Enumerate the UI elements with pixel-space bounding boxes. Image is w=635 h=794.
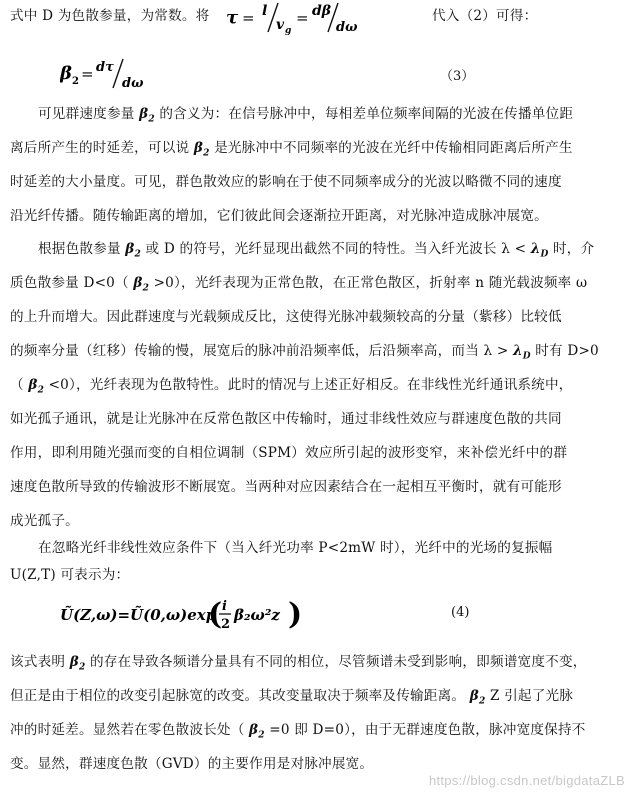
text-line: 时延差的大小量度。可见，群色散效应的影响在于使不同频率成分的光波以略微不同的速度 <box>10 174 562 190</box>
text-segment: 是光脉冲中不同频率的光波在光纤中传输相同距离后所产生 <box>214 140 573 156</box>
beta-symbol: β <box>60 63 72 84</box>
beta-char: β <box>133 275 143 291</box>
text-segment: 式中 D 为色散参量，为常数。将 <box>10 8 210 24</box>
numerator-l: l <box>262 3 268 19</box>
subscript: 2 <box>142 283 150 294</box>
fraction-denominator: 2 <box>221 617 231 632</box>
subscript: 2 <box>203 148 210 159</box>
text-line <box>10 6 209 26</box>
text-line: 的上升而增大。因此群速度与光载频成反比，这使得光脉冲载频较高的分量（紫移）比较低 <box>10 309 562 325</box>
equation-tail: β₂ω²z <box>234 606 280 624</box>
beta-char: β <box>249 722 259 738</box>
equation-lhs: Ũ(Z,ω)=Ũ(0,ω)exp <box>60 606 217 624</box>
denominator-domega: dω <box>122 76 144 91</box>
text-segment: =0 即 D=0），由于无群速度色散，脉冲宽度保持不 <box>269 722 586 738</box>
equation-4 <box>60 592 310 636</box>
text-line: 成光孤子。 <box>10 513 79 529</box>
text-line: 变。显然，群速度色散（GVD）的主要作用是对脉冲展宽。 <box>10 756 374 772</box>
text-line <box>10 341 599 367</box>
text-segment: <0），光纤表现为色散特性。此时的情况与上述正好相反。在非线性光纤通讯系统中， <box>48 377 573 393</box>
text-segment: 时，介 <box>552 241 595 257</box>
text-segment: （ <box>10 377 24 393</box>
equals-sign: = <box>81 65 94 83</box>
text-segment: 离后所产生的时延差，可以说 <box>10 140 190 156</box>
numerator-dbeta: dβ <box>312 3 332 19</box>
text-line: 如光孤子通讯，就是让光脉冲在反常色散区中传输时，通过非线性效应与群速度色散的共同 <box>10 411 562 427</box>
subscript-2: 2 <box>72 76 79 87</box>
lambdaD-symbol <box>512 343 531 362</box>
lambda-char: λ <box>512 343 523 359</box>
subscript: 2 <box>37 385 45 396</box>
beta2-symbol <box>139 106 155 125</box>
subscript: 2 <box>148 114 155 125</box>
beta2-symbol <box>125 241 141 260</box>
denominator-v: v <box>276 17 285 33</box>
text-line <box>10 652 587 678</box>
subscript: D <box>540 249 549 260</box>
equation-number: （3） <box>440 69 475 84</box>
lambda-char: λ <box>530 241 541 257</box>
text-line: 作用，即利用随光强而变的自相位调制（SPM）效应所引起的波形变窄，来补偿光纤中的群 <box>10 445 568 461</box>
beta2-symbol <box>469 688 486 707</box>
text-line <box>38 239 594 265</box>
text-line <box>432 6 537 26</box>
beta-char: β <box>125 241 135 257</box>
beta2-symbol <box>133 275 150 294</box>
text-segment: 可见群速度参量 <box>38 106 135 122</box>
text-line <box>10 720 586 746</box>
equals-sign: = <box>296 9 309 27</box>
beta2-symbol <box>249 722 265 741</box>
beta-char: β <box>469 688 479 704</box>
text-line <box>38 104 573 130</box>
beta-char: β <box>69 654 79 670</box>
text-segment: 但正是由于相位的改变引起脉宽的改变。其改变量取决于频率及传输距离。 <box>10 688 466 704</box>
text-segment: 冲的时延差。显然若在零色散波长处（ <box>10 722 245 738</box>
tau-symbol: τ <box>226 7 239 28</box>
text-line: 速度色散所导致的传输波形不断展宽。当两种对应因素结合在一起相互平衡时，就有可能形 <box>10 479 562 495</box>
subscript: 2 <box>478 696 486 707</box>
text-segment: >0），光纤表现为正常色散，在正常色散区，折射率 n 随光载波频率 ω <box>153 275 588 291</box>
text-line: U(Z,T) 可表示为： <box>10 567 130 583</box>
beta-char: β <box>139 106 149 122</box>
text-line <box>10 686 573 712</box>
equation-3 <box>60 57 170 91</box>
text-line <box>10 375 573 401</box>
equals-sign: = <box>242 9 255 27</box>
subscript: 2 <box>78 662 86 673</box>
lambdaD-symbol <box>530 241 549 260</box>
beta-char: β <box>193 140 204 156</box>
text-line <box>10 273 587 299</box>
equation-number: (4) <box>451 605 470 620</box>
open-paren: ( <box>208 597 223 632</box>
text-segment: 或 D 的符号，光纤显现出截然不同的特性。当入纤光波长 λ < <box>145 241 527 257</box>
text-segment: 质色散参量 D<0（ <box>10 275 129 291</box>
beta2-symbol <box>193 140 210 159</box>
text-line: 在忽略光纤非线性效应条件下（当入纤光功率 P<2mW 时），光纤中的光场的复振幅 <box>38 540 553 556</box>
fraction-numerator: i <box>222 599 227 614</box>
inline-formula-tau <box>226 0 421 36</box>
text-line: 沿光纤传播。随传输距离的增加，它们彼此间会逐渐拉开距离，对光脉冲造成脉冲展宽。 <box>10 208 548 224</box>
numerator-dtau: dτ <box>96 60 114 75</box>
text-segment: 的存在导致各频谱分量具有不同的相位，尽管频谱未受到影响，即频谱宽度不变， <box>89 654 587 670</box>
text-segment: 的频率分量（红移）传输的慢，展宽后的脉冲前沿频率低，后沿频率高，而当 λ > <box>10 343 509 359</box>
text-line <box>10 138 573 164</box>
watermark-url: https://blog.csdn.net/bigdataZLB <box>428 773 625 788</box>
subscript: D <box>522 351 531 362</box>
text-segment: 的含义为：在信号脉冲中，每相差单位频率间隔的光波在传播单位距 <box>159 106 574 122</box>
close-paren: ) <box>288 597 303 632</box>
beta2-symbol <box>28 377 45 396</box>
beta-char: β <box>28 377 38 393</box>
subscript: 2 <box>134 249 141 260</box>
subscript: 2 <box>258 730 265 741</box>
text-segment: 代入（2）可得： <box>432 8 538 24</box>
text-segment: Z 引起了光脉 <box>489 688 574 704</box>
text-segment: 根据色散参量 <box>38 241 121 257</box>
denominator-domega: dω <box>336 20 358 35</box>
text-segment: 时有 D>0 <box>535 343 599 359</box>
beta2-symbol <box>69 654 86 673</box>
text-segment: 该式表明 <box>10 654 66 670</box>
subscript-g: g <box>285 26 292 36</box>
